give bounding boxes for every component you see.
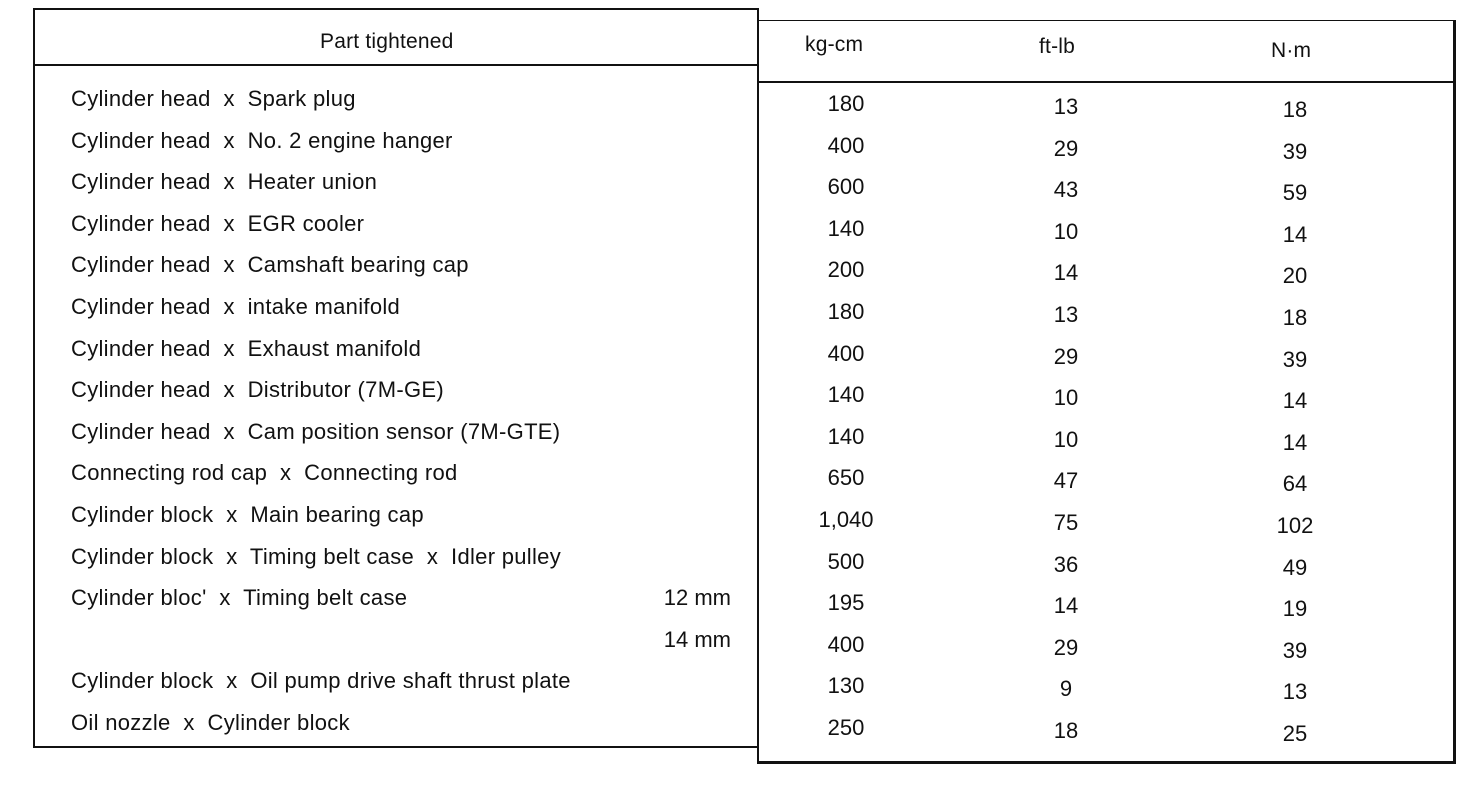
values-column-box [757,20,1456,764]
bolt-size-label: 14 mm [663,626,731,652]
value-kg-cm: 180 [827,299,865,324]
value-n-m: 18 [1282,97,1308,122]
value-n-m: 14 [1282,429,1308,455]
part-column-box [33,8,759,748]
part-label: Cylinder head x Heater union [71,169,378,195]
part-label: Cylinder head x Camshaft bearing cap [71,252,469,278]
value-ft-lb: 43 [1053,177,1079,203]
value-n-m: 14 [1282,388,1308,414]
part-label: Cylinder block x Main bearing cap [71,502,424,527]
torque-spec-table [33,8,1455,764]
value-n-m: 20 [1282,263,1308,289]
value-kg-cm: 140 [827,382,865,408]
value-ft-lb: 10 [1053,218,1079,244]
part-label: Cylinder head x No. 2 engine hanger [71,127,453,153]
value-ft-lb: 14 [1053,593,1079,619]
value-ft-lb: 10 [1053,426,1079,452]
part-label: Cylinder bloc' x Timing belt case [71,585,408,611]
part-label: Cylinder head x EGR cooler [71,210,365,236]
value-kg-cm: 195 [827,590,865,616]
value-kg-cm: 140 [827,423,865,449]
header-n-m: N·m [1271,39,1312,62]
value-n-m: 39 [1282,138,1308,164]
header-kg-cm: kg-cm [805,33,864,56]
part-label: Connecting rod cap x Connecting rod [71,460,458,486]
part-label: Cylinder head x Distributor (7M-GE) [71,377,444,403]
value-ft-lb: 14 [1053,260,1079,286]
value-ft-lb: 10 [1053,385,1079,411]
value-ft-lb: 13 [1053,94,1079,119]
part-label: Cylinder head x Spark plug [71,86,356,111]
value-n-m: 59 [1282,180,1308,206]
part-label: Cylinder head x Cam position sensor (7M-GTE) [71,418,561,444]
value-kg-cm: 600 [827,174,865,200]
value-ft-lb: 13 [1053,302,1079,327]
part-label: Cylinder block x Oil pump drive shaft thrust plate [71,668,571,694]
value-n-m: 39 [1282,346,1308,372]
value-kg-cm: 400 [827,631,865,657]
value-ft-lb: 29 [1053,634,1079,660]
bolt-size-label: 12 mm [663,585,731,611]
value-kg-cm: 500 [827,548,865,574]
value-n-m: 49 [1282,554,1308,580]
value-kg-cm: 400 [827,340,865,366]
value-n-m: 13 [1282,679,1308,705]
value-kg-cm: 180 [827,91,865,116]
value-n-m: 19 [1282,596,1308,622]
part-label: Cylinder head x Exhaust manifold [71,335,422,361]
value-n-m: 25 [1282,721,1308,746]
value-ft-lb: 29 [1053,343,1079,369]
value-n-m: 39 [1282,637,1308,663]
value-kg-cm: 650 [827,465,865,491]
header-part-tightened: Part tightened [320,30,454,53]
value-ft-lb: 47 [1053,468,1079,494]
part-label: Cylinder head x intake manifold [71,294,401,319]
value-kg-cm: 250 [827,715,865,740]
header-divider-right [759,81,1453,83]
value-ft-lb: 29 [1053,135,1079,161]
value-kg-cm: 140 [827,215,865,241]
part-label: Oil nozzle x Cylinder block [71,710,350,735]
value-ft-lb: 18 [1053,718,1079,743]
value-ft-lb: 36 [1053,551,1079,577]
header-divider-left [35,64,757,66]
header-ft-lb: ft-lb [1039,35,1076,58]
value-ft-lb: 9 [1059,676,1073,702]
value-kg-cm: 130 [827,673,865,699]
value-kg-cm: 200 [827,257,865,283]
value-kg-cm: 400 [827,132,865,158]
value-n-m: 14 [1282,221,1308,247]
value-n-m: 64 [1282,471,1308,497]
value-n-m: 18 [1282,305,1308,330]
value-n-m: 102 [1276,513,1314,538]
value-ft-lb: 75 [1053,510,1079,535]
part-label: Cylinder block x Timing belt case x Idler pulley [71,543,562,569]
value-kg-cm: 1,040 [818,507,874,532]
